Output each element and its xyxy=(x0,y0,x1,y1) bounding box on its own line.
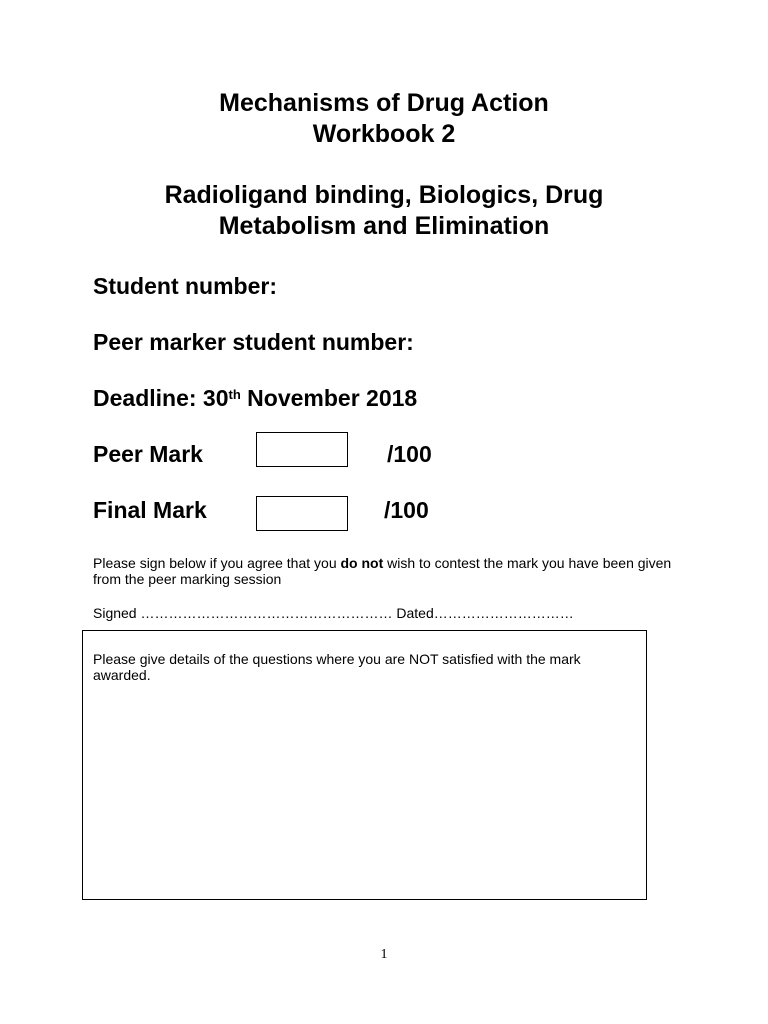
peer-mark-label: Peer Mark xyxy=(93,441,203,467)
contest-details-box[interactable] xyxy=(82,630,647,900)
deadline-label xyxy=(93,384,417,412)
peer-mark-box[interactable] xyxy=(256,432,348,467)
signature-line[interactable]: Signed ……………………………………………… Dated………………………… xyxy=(93,605,574,621)
final-mark-box[interactable] xyxy=(256,496,348,531)
contest-instruction: Please give details of the questions where you are NOT satisfied with the mark awarded. xyxy=(93,651,581,683)
final-mark-total: /100 xyxy=(384,497,429,523)
document-subtitle xyxy=(0,180,768,242)
agreement-text-bold: do not xyxy=(340,555,384,571)
agreement-text xyxy=(93,555,673,587)
peer-mark-total: /100 xyxy=(387,441,432,467)
page-number: 1 xyxy=(380,947,388,962)
final-mark-label: Final Mark xyxy=(93,497,207,523)
deadline-ordinal: th xyxy=(228,387,241,402)
student-number-label: Student number: xyxy=(93,273,277,299)
title-line-1: Mechanisms of Drug Action xyxy=(219,89,549,117)
agreement-text-after: wish to contest the mark you have been given from the peer marking session xyxy=(93,555,672,587)
title-line-2: Workbook 2 xyxy=(312,120,456,148)
deadline-prefix: Deadline: 30 xyxy=(93,385,229,411)
subtitle-line-1: Radioligand binding, Biologics, Drug xyxy=(164,181,604,209)
agreement-text-before: Please sign below if you agree that you xyxy=(93,555,341,571)
subtitle-line-2: Metabolism and Elimination xyxy=(218,212,550,240)
peer-marker-label: Peer marker student number: xyxy=(93,329,414,355)
deadline-suffix: November 2018 xyxy=(240,385,418,411)
document-title xyxy=(0,88,768,150)
